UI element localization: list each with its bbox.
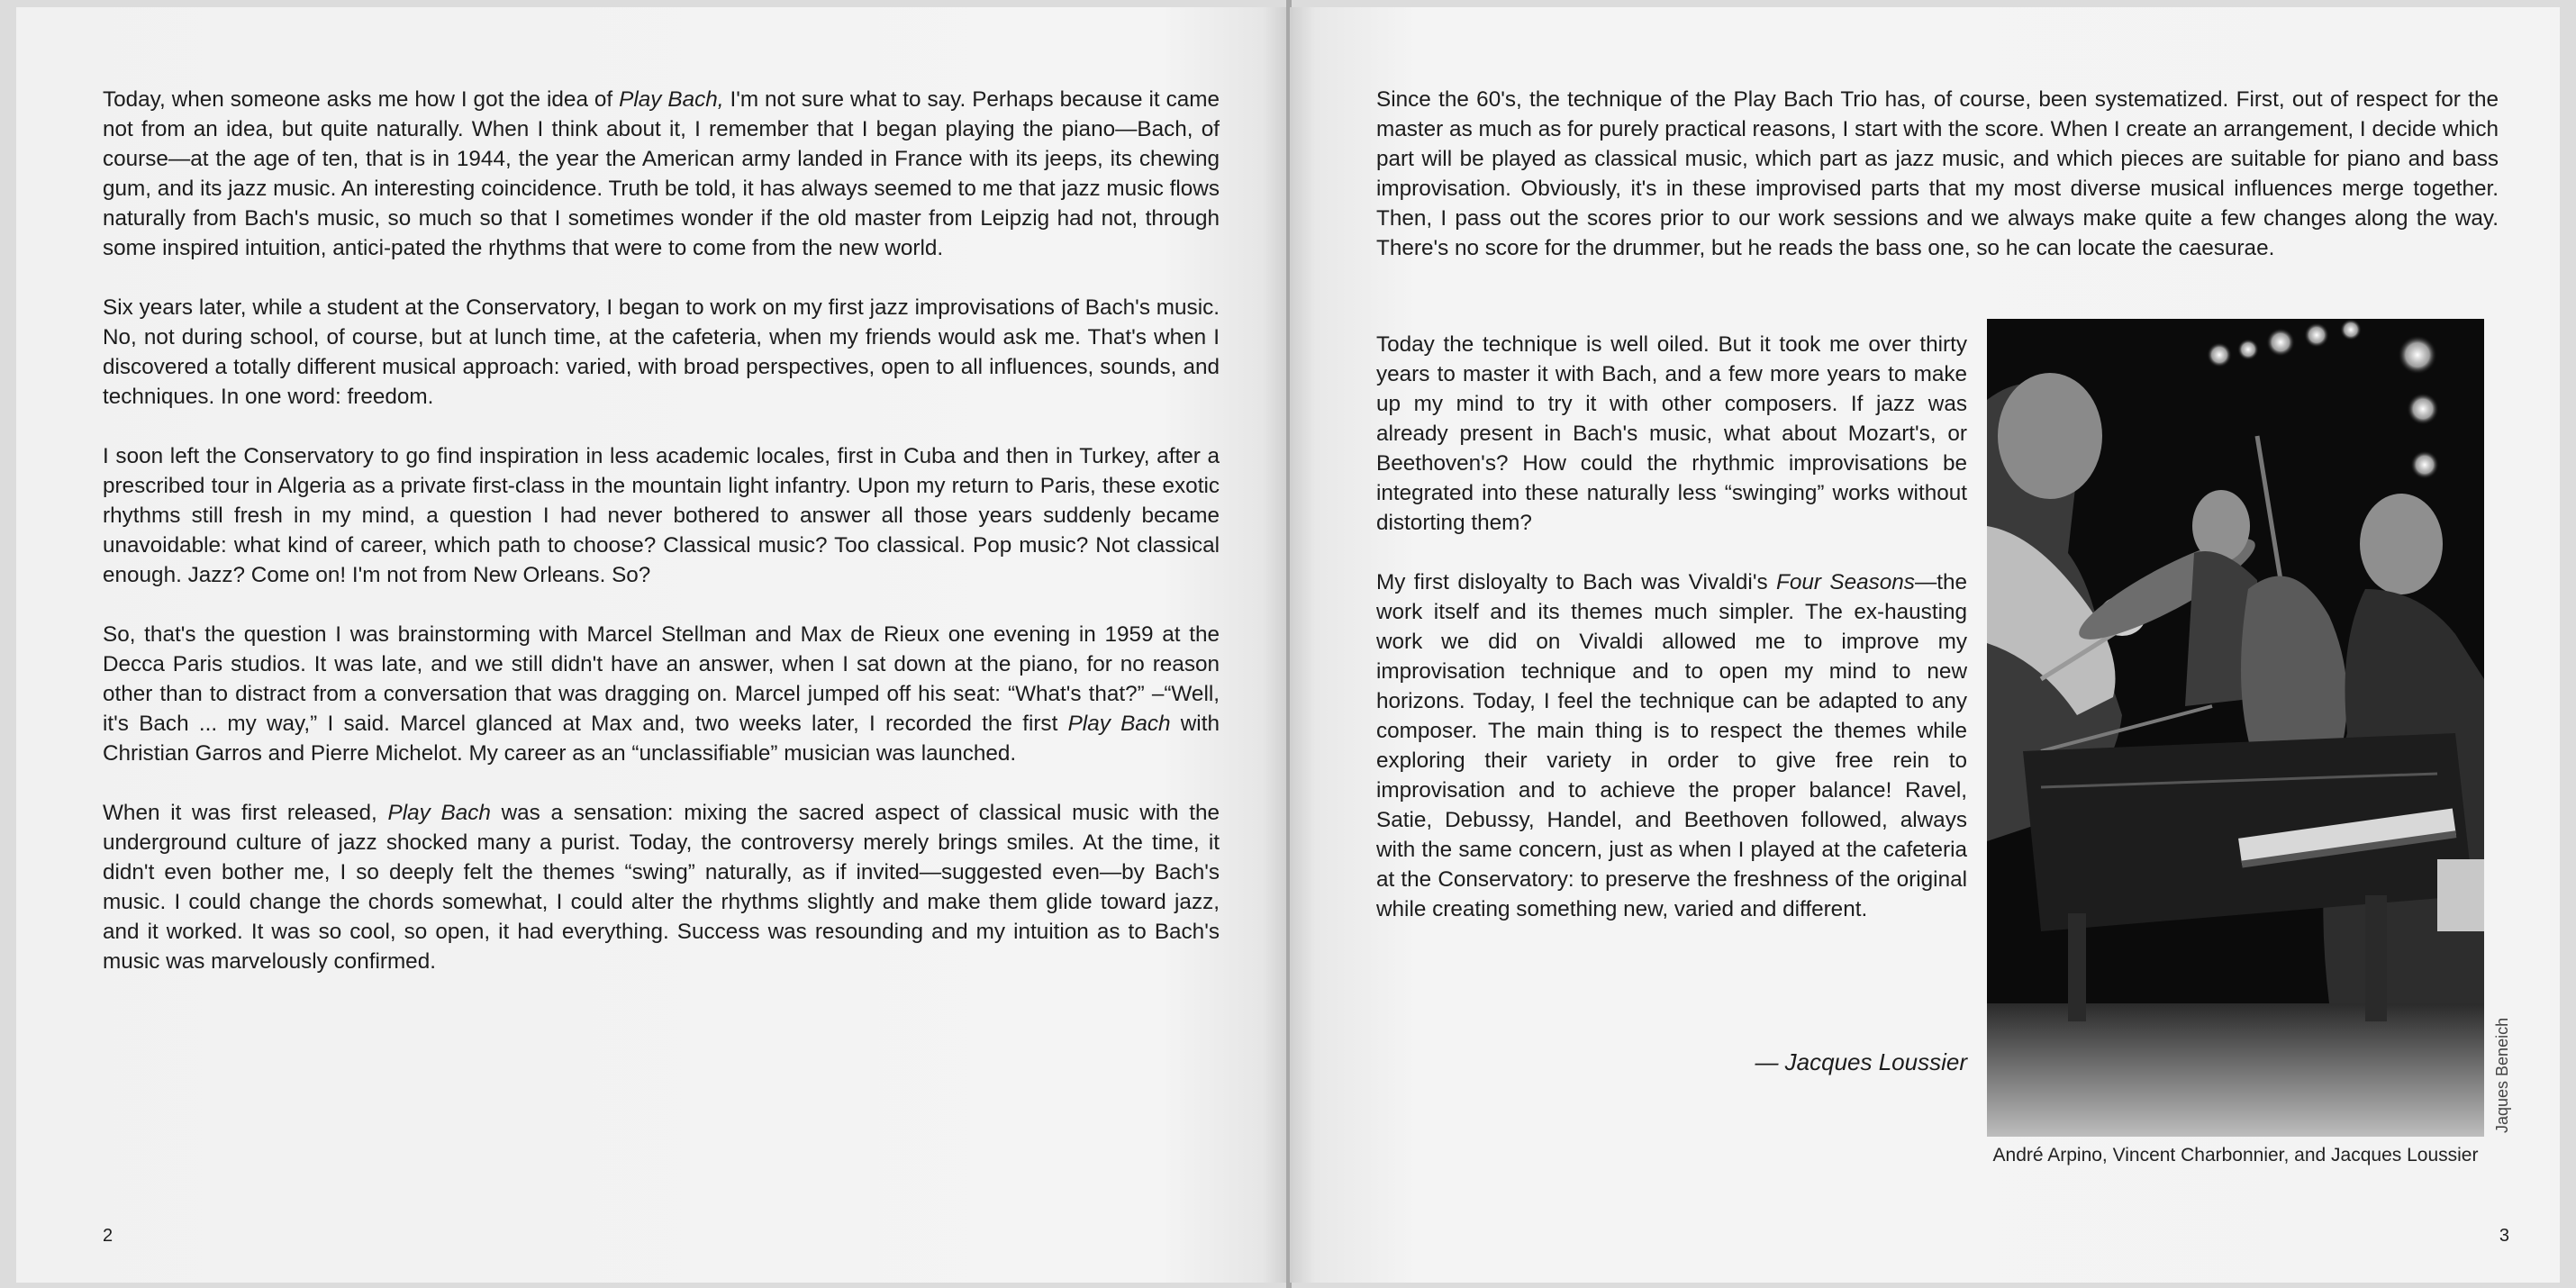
signature: — Jacques Loussier [1755, 1048, 1967, 1075]
album-title: Play Bach, [619, 87, 724, 112]
album-title: Play Bach [387, 801, 491, 825]
trio-photo [1987, 319, 2484, 1137]
page-number: 2 [103, 1226, 113, 1246]
paragraph: Today, when someone asks me how I got the idea of Play Bach, I'm not sure what to say. Perhaps because it came not from an idea, but quite naturally. When I think about it, I remember that I began playing the piano—Bach, of course—at the age of ten, that is in 1944, the year the American army landed in France with its jeeps, its chewing gum, and its jazz music. An interesting coincidence. Truth be told, it has always seemed to me that jazz music flows naturally from Bach's music, so much so that I sometimes wonder if the old master from Leipzig had not, through some inspired intuition, antici-pated the rhythms that were to come from the new world. [103, 87, 1220, 260]
right-page [1290, 7, 2560, 1283]
left-text-column [103, 85, 1220, 1006]
trio-photo-illustration [1987, 319, 2484, 1137]
left-page [16, 7, 1288, 1283]
paragraph: My first disloyalty to Bach was Vivaldi's Four Seasons—the work itself and its themes much simpler. The ex-hausting work we did on Vivaldi allowed me to improve my improvisation technique and to open my mind to new horizons. Today, I feel the technique can be adapted to any composer. The main thing is to respect the themes while exploring their variety in order to give free rein to improvisation and to achieve the proper balance! Ravel, Satie, Debussy, Handel, and Beethoven followed, always with the same concern, just as when I played at the cafeteria at the Conservatory: to preserve the freshness of the original while creating something new, varied and different. [1376, 570, 1968, 921]
paragraph: I soon left the Conservatory to go find inspiration in less academic locales, first in Cuba and then in Turkey, after a prescribed tour in Algeria as a private first-class in the mountain light infantry. Upon my return to Paris, these exotic rhythms still fresh in my mind, a question I had never bothered to answer all those years suddenly became unavoidable: what kind of career, which path to choose? Classical music? Too classical. Pop music? Not classical enough. Jazz? Come on! I'm not from New Orleans. So? [103, 444, 1220, 587]
paragraph: So, that's the question I was brainstorming with Marcel Stellman and Max de Rieux one evening in 1959 at the Decca Paris studios. It was late, and we still didn't have an answer, when I sat down at the piano, for no reason other than to distract from a conversation that was dragging on. Marcel jumped off his seat: “What's that?” –“Well, it's Bach ... my way,” I said. Marcel glanced at Max and, two weeks later, I recorded the first Play Bach with Christian Garros and Pierre Michelot. My career as an “unclassifiable” musician was launched. [103, 622, 1220, 766]
paragraph: Today the technique is well oiled. But it took me over thirty years to master it with Bach, and a few more years to make up my mind to try it with other composers. If jazz was already present in Bach's music, what about Mozart's, or Beethoven's? How could the rhythmic improvisations be integrated into these naturally less “swinging” works without distorting them? [1376, 332, 1967, 535]
paragraph: When it was first released, Play Bach was a sensation: mixing the sacred aspect of classical music with the underground culture of jazz shocked many a purist. Today, the controversy merely brings smiles. At the time, it didn't even bother me, I so deeply felt the themes “swing” naturally, as if invited—suggested even—by Bach's music. I could change the chords somewhat, I could alter the rhythms slightly and make them glide toward jazz, and it worked. It was so cool, so open, it had everything. Success was resounding and my intuition as to Bach's music was marvelously confirmed. [103, 801, 1220, 974]
work-title: Four Seasons [1776, 570, 1915, 594]
right-intro-column [1376, 85, 2499, 293]
paragraph: Six years later, while a student at the Conservatory, I began to work on my first jazz improvisations of Bach's music. No, not during school, of course, but at lunch time, at the cafeteria, when my friends would ask me. That's when I discovered a totally different musical approach: varied, with broad perspectives, open to all influences, sounds, and techniques. In one word: freedom. [103, 295, 1220, 409]
page-number: 3 [2499, 1226, 2509, 1246]
paragraph: Since the 60's, the technique of the Play Bach Trio has, of course, been systematized. First, out of respect for the master as much as for purely practical reasons, I start with the score. When I create an arrangement, I decide which part will be played as classical music, which part as jazz music, and which pieces are suitable for piano and bass improvisation. Obviously, it's in these improvised parts that my most diverse musical influences merge together. Then, I pass out the scores prior to our work sessions and we always make quite a few changes along the way. There's no score for the drummer, but he reads the bass one, so he can locate the caesurae. [1376, 87, 2499, 260]
photo-credit: Jaques Beneich [2493, 1017, 2511, 1133]
right-text-column [1376, 330, 1967, 954]
album-title: Play Bach [1067, 712, 1171, 736]
photo-caption: André Arpino, Vincent Charbonnier, and Jacques Loussier [1992, 1145, 2479, 1166]
